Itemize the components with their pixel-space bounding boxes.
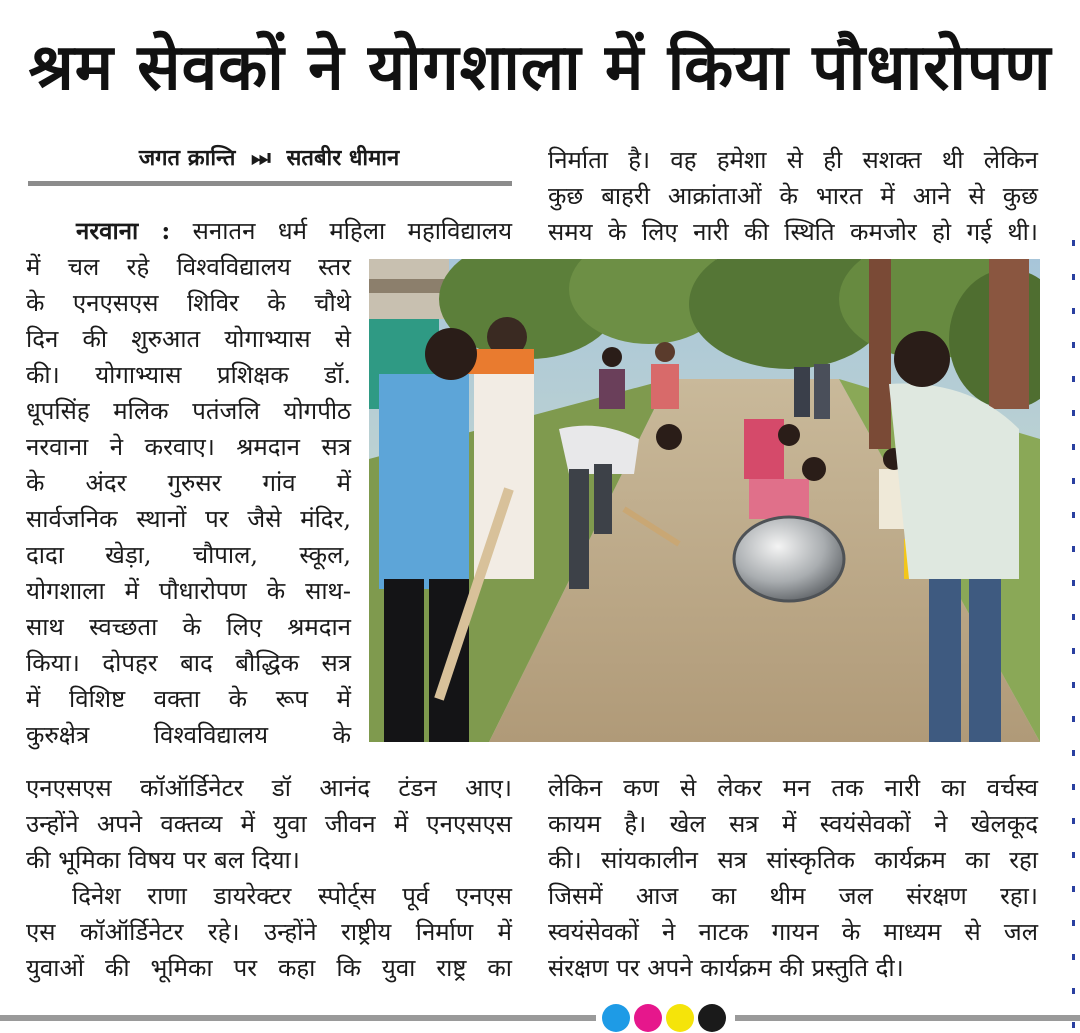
byline-arrow-icon: ⏭ bbox=[251, 146, 271, 171]
article-line: सार्वजनिक स्थानों पर जैसे मंदिर, bbox=[26, 505, 351, 533]
article-line: में चल रहे विश्वविद्यालय स्तर bbox=[26, 253, 351, 281]
footer-rule-right bbox=[735, 1015, 1080, 1021]
publication-name: जगत क्रान्ति bbox=[138, 146, 236, 171]
article-line: में विशिष्ट वक्ता के रूप में bbox=[26, 685, 351, 713]
article-line: कुछ बाहरी आक्रांताओं के भारत में आने से कुछ bbox=[548, 182, 1038, 210]
article-intro bbox=[30, 213, 512, 249]
article-line: दादा खेड़ा, चौपाल, स्कूल, bbox=[26, 541, 351, 569]
article-line: के अंदर गुरुसर गांव में bbox=[26, 469, 351, 497]
color-dot-cyan bbox=[602, 1004, 630, 1032]
dateline: नरवाना : bbox=[76, 216, 171, 245]
article-line: की। योगाभ्यास प्रशिक्षक डॉ. bbox=[26, 361, 351, 389]
article-line: दिनेश राणा डायरेक्टर स्पोर्ट्स पूर्व एनएस bbox=[72, 882, 512, 910]
article-line: संरक्षण पर अपने कार्यक्रम की प्रस्तुति दी। bbox=[548, 954, 904, 982]
article-line: किया। दोपहर बाद बौद्धिक सत्र bbox=[26, 649, 351, 677]
article-line: नरवाना ने करवाए। श्रमदान सत्र bbox=[26, 433, 351, 461]
article-line: उन्होंने अपने वक्तव्य में युवा जीवन में एनएसएस bbox=[26, 810, 512, 838]
reporter-name: सतबीर धीमान bbox=[286, 146, 400, 171]
footer-rule-left bbox=[0, 1015, 596, 1021]
article-line: की। सांयकालीन सत्र सांस्कृतिक कार्यक्रम का रहा bbox=[548, 846, 1038, 874]
page-edge-accent bbox=[1072, 240, 1075, 1030]
article-line: योगशाला में पौधारोपण के साथ- bbox=[26, 577, 351, 605]
article-line: साथ स्वच्छता के लिए श्रमदान bbox=[26, 613, 351, 641]
article-text: सनातन धर्म महिला महाविद्यालय bbox=[170, 217, 512, 245]
article-line: कुरुक्षेत्र विश्वविद्यालय के bbox=[26, 721, 351, 749]
photo-illustration bbox=[369, 259, 1040, 742]
article-line: निर्माता है। वह हमेशा से ही सशक्त थी लेकिन bbox=[548, 146, 1038, 174]
article-line: एनएसएस कॉऑर्डिनेटर डॉ आनंद टंडन आए। bbox=[26, 774, 512, 802]
article-line: दिन की शुरुआत योगाभ्यास से bbox=[26, 325, 351, 353]
article-column-right-bottom bbox=[548, 770, 1038, 986]
article-line: जिसमें आज का थीम जल संरक्षण रहा। bbox=[548, 882, 1038, 910]
article-line: स्वयंसेवकों ने नाटक गायन के माध्यम से जल bbox=[548, 918, 1038, 946]
color-dot-magenta bbox=[634, 1004, 662, 1032]
article-line: युवाओं की भूमिका पर कहा कि युवा राष्ट्र का bbox=[26, 954, 512, 982]
news-photo bbox=[369, 259, 1040, 742]
article-column-narrow bbox=[26, 249, 351, 753]
byline-rule bbox=[28, 181, 512, 186]
color-dot-yellow bbox=[666, 1004, 694, 1032]
article-line: की भूमिका विषय पर बल दिया। bbox=[26, 846, 300, 874]
article-line bbox=[30, 213, 512, 249]
article-line: के एनएसएस शिविर के चौथे bbox=[26, 289, 351, 317]
headline: श्रम सेवकों ने योगशाला में किया पौधारोपण bbox=[28, 31, 1052, 105]
article-line: लेकिन कण से लेकर मन तक नारी का वर्चस्व bbox=[548, 774, 1038, 802]
article-line: एस कॉऑर्डिनेटर रहे। उन्होंने राष्ट्रीय निर्माण में bbox=[26, 918, 512, 946]
color-dot-black bbox=[698, 1004, 726, 1032]
article-line: समय के लिए नारी की स्थिति कमजोर हो गई थी। bbox=[548, 218, 1038, 246]
article-line: कायम है। खेल सत्र में स्वयंसेवकों ने खेलकूद bbox=[548, 810, 1038, 838]
article-column-right-top bbox=[548, 142, 1038, 250]
article-column-left-bottom bbox=[26, 770, 512, 986]
byline bbox=[28, 142, 510, 176]
article-line: धूपसिंह मलिक पतंजलि योगपीठ bbox=[26, 397, 351, 425]
